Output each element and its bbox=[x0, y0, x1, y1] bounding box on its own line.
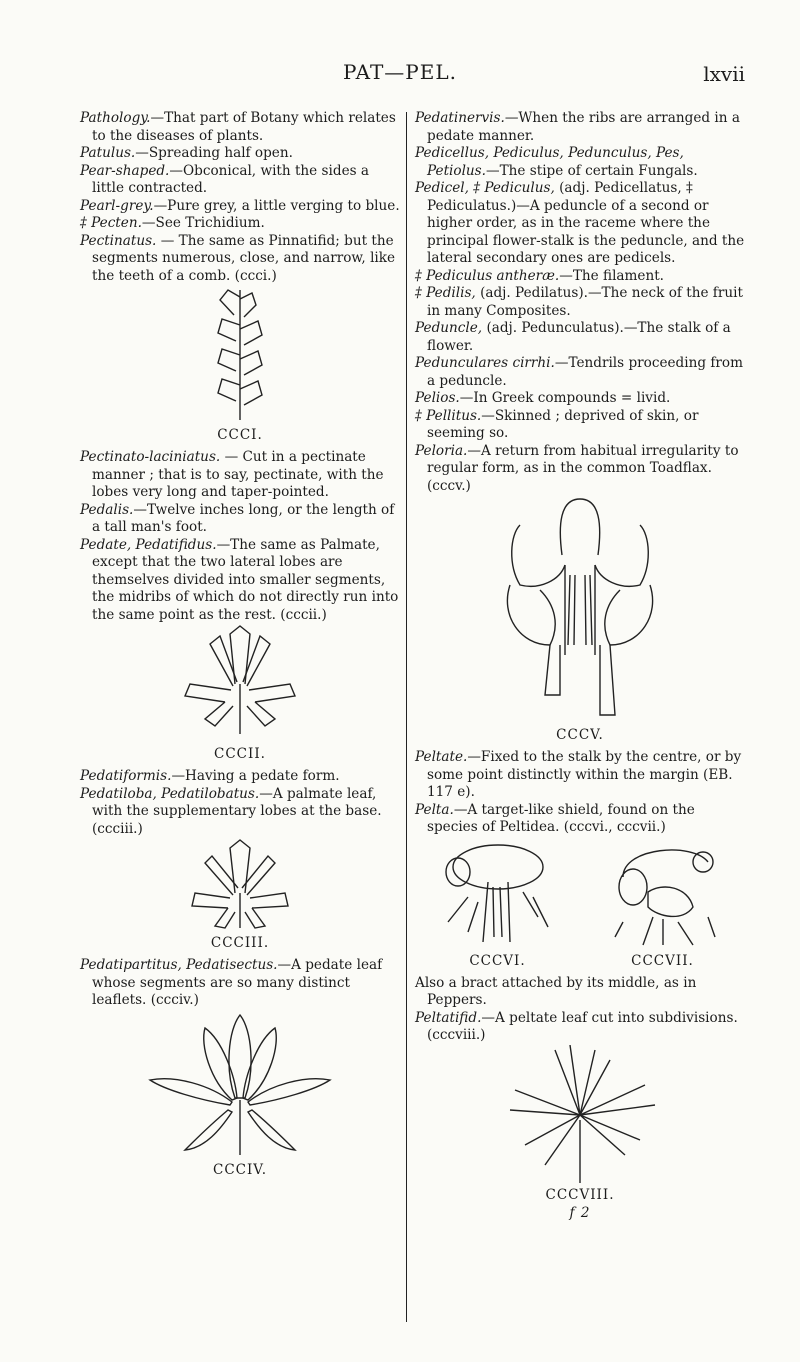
entry: Pelta.—A target-like shield, found on the species of Peltidea. (cccvi., cccvii.) bbox=[415, 801, 695, 835]
figure-cccii bbox=[80, 624, 400, 762]
entry: Pedatiloba, Pedatilobatus.—A palmate leaf, with the supplementary lobes at the base. (ccciii.) bbox=[80, 785, 382, 837]
left-column bbox=[80, 110, 400, 1184]
entry: Pedunculares cirrhi.—Tendrils proceeding from a peduncle. bbox=[415, 355, 743, 389]
signature-mark: f 2 bbox=[569, 1204, 591, 1221]
figure-caption: CCCVII. bbox=[631, 952, 694, 969]
column-divider bbox=[406, 112, 407, 1322]
entry: Pathology.—That part of Botany which relates to the diseases of plants. bbox=[80, 110, 396, 144]
figure-caption: CCCV. bbox=[556, 727, 604, 743]
pectinate-leaf-illustration bbox=[200, 285, 280, 425]
entry: Peloria.—A return from habitual irregularity to regular form, as in the common Toadflax. (cccv.) bbox=[415, 442, 739, 494]
figure-ccciv bbox=[80, 1010, 400, 1178]
figure-cccvii bbox=[603, 837, 723, 975]
page-header bbox=[0, 60, 800, 100]
entry: Pectinato-laciniatus. — Cut in a pectinate manner ; that is to say, pectinate, with the lobes very long and taper-pointed. bbox=[80, 449, 384, 500]
figure-caption: CCCII. bbox=[214, 746, 266, 762]
entry: ‡ Pellitus.—Skinned ; deprived of skin, or seeming so. bbox=[415, 407, 699, 441]
entry: Pearl-grey.—Pure grey, a little verging to blue. bbox=[80, 197, 400, 214]
peltatifid-leaf-illustration bbox=[495, 1045, 665, 1185]
entry: Pedicellus, Pediculus, Pedunculus, Pes, Petiolus.—The stipe of certain Fungals. bbox=[415, 145, 698, 179]
entry: Pedalis.—Twelve inches long, or the length of a tall man's foot. bbox=[80, 501, 395, 535]
pelta-lichen-illustration bbox=[438, 837, 558, 947]
figure-pair-cccvi-cccvii bbox=[415, 837, 745, 975]
entry: Pedatipartitus, Pedatisectus.—A pedate leaf whose segments are so many distinct leaflets. (ccciv.) bbox=[80, 957, 383, 1008]
entry: Peltate.—Fixed to the stalk by the centre, or by some point distinctly within the margin (EB. 117 e). bbox=[415, 749, 742, 800]
entry: Pedicel, ‡ Pediculus, (adj. Pedicellatus, ‡ Pediculatus.)—A peduncle of a second or higher order, as in the raceme where the principal flower-stalk is the peduncle, and the lateral secondary ones are pedicels. bbox=[415, 180, 745, 266]
entry: Pedatiformis.—Having a pedate form. bbox=[80, 768, 340, 784]
entry: Peltatifid.—A peltate leaf cut into subdivisions. (cccviii.) bbox=[415, 1009, 738, 1043]
figure-ccciii bbox=[80, 838, 400, 951]
figure-caption: CCCI. bbox=[217, 427, 263, 443]
figure-cccviii bbox=[415, 1045, 745, 1221]
entry: Pedate, Pedatifidus.—The same as Palmate, except that the two lateral lobes are themselves divided into smaller segments, the midribs of which do not directly run into the same point as the rest. (cccii.) bbox=[80, 536, 399, 623]
figure-ccci bbox=[80, 285, 400, 443]
entry: Pedatinervis.—When the ribs are arranged in a pedate manner. bbox=[415, 110, 740, 144]
running-head: PAT—PEL. bbox=[342, 60, 457, 84]
peloria-flower-illustration bbox=[480, 495, 680, 725]
pedatisect-leaf-illustration bbox=[140, 1010, 340, 1160]
entry: Also a bract attached by its middle, as in Peppers. bbox=[415, 974, 697, 1008]
figure-caption: CCCVI. bbox=[469, 952, 526, 969]
entry: ‡ Pedilis, (adj. Pedilatus).—The neck of the fruit in many Composites. bbox=[415, 285, 743, 319]
entry: Pectinatus. — The same as Pinnatifid; but the segments numerous, close, and narrow, like the teeth of a comb. (ccci.) bbox=[80, 232, 396, 284]
pelta-lichen-illustration bbox=[603, 837, 723, 947]
entry: Patulus.—Spreading half open. bbox=[80, 145, 293, 161]
entry: ‡ Pecten.—See Trichidium. bbox=[80, 215, 265, 231]
pedatilobate-leaf-illustration bbox=[180, 838, 300, 933]
right-column bbox=[415, 110, 745, 1227]
figure-caption: CCCIII. bbox=[210, 935, 270, 951]
figure-cccv bbox=[415, 495, 745, 743]
figure-caption: CCCIV. bbox=[212, 1161, 267, 1178]
page-number: lxvii bbox=[703, 62, 745, 86]
entry: Peduncle, (adj. Pedunculatus).—The stalk of a flower. bbox=[415, 320, 731, 354]
pedate-leaf-illustration bbox=[175, 624, 305, 744]
entry: ‡ Pediculus antheræ.—The filament. bbox=[415, 267, 665, 284]
figure-caption: CCCVIII. bbox=[545, 1186, 615, 1203]
entry: Pelios.—In Greek compounds = livid. bbox=[415, 390, 671, 406]
entry: Pear-shaped.—Obconical, with the sides a little contracted. bbox=[80, 162, 370, 196]
figure-cccvi bbox=[438, 837, 558, 975]
